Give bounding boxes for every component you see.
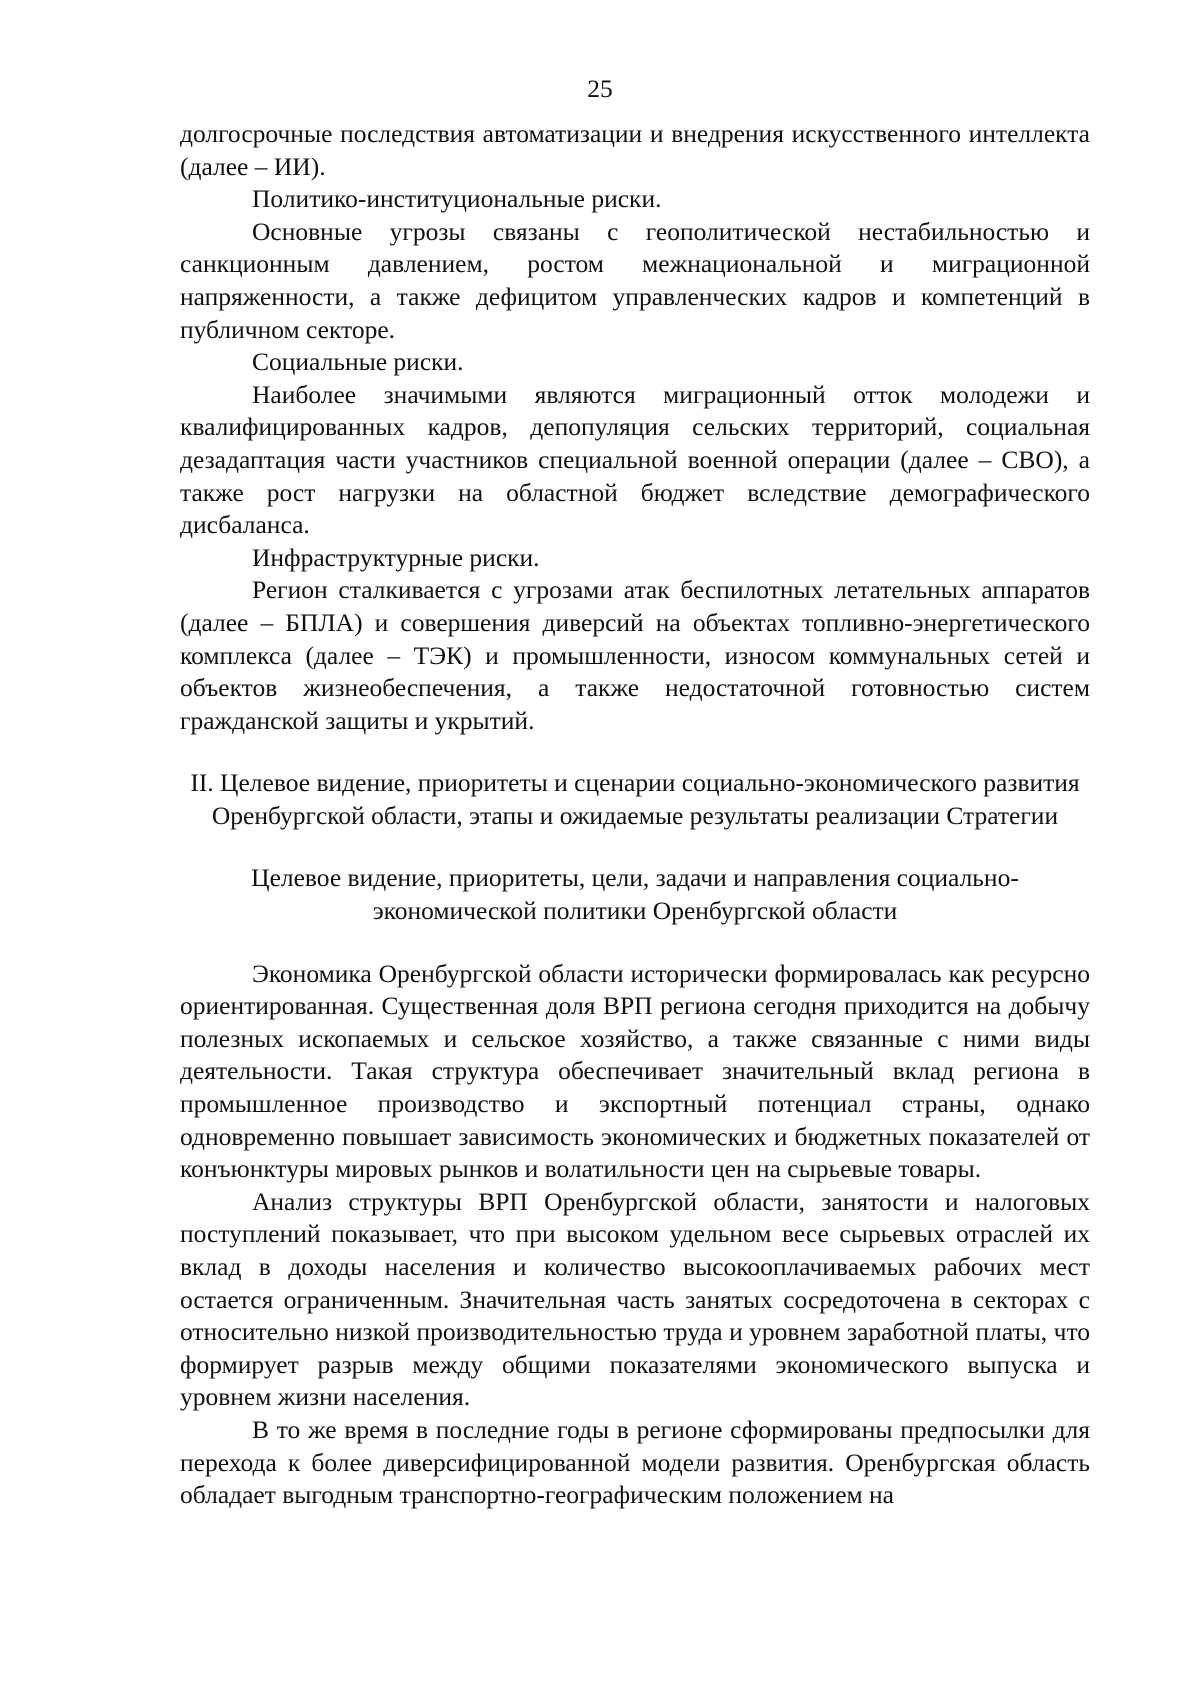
paragraph-economy-structure: Экономика Оренбургской области исторически формировалась как ресурсно ориентированная. Существенная доля ВРП региона сегодня приходится на добычу полезных ископаемых и сельское хозяйство, а также связанные с ними виды деятельности. Такая структура обеспечивает значительный вклад региона в промышленное производство и экспортный потенциал страны, однако одновременно повышает зависимость экономических и бюджетных показателей от конъюнктуры мировых рынков и волатильности цен на сырьевые товары.	[180, 958, 1090, 1184]
paragraph-infrastructure-risks: Регион сталкивается с угрозами атак беспилотных летательных аппаратов (далее – БПЛА) и совершения диверсий на объектах топливно-энергетического комплекса (далее – ТЭК) и промышленности, износом коммунальных сетей и объектов жизнеобеспечения, а также недостаточной готовностью систем гражданской защиты и укрытий.	[180, 575, 1090, 735]
risk-heading-social: Социальные риски.	[252, 347, 464, 377]
paragraph-political-risks: Основные угрозы связаны с геополитической нестабильностью и санкционным давлением, ростом межнациональной и миграционной напряженности, а также дефицитом управленческих кадров и компетенций в публичном секторе.	[180, 216, 1090, 344]
paragraph-ai-consequences: долгосрочные последствия автоматизации и внедрения искусственного интеллекта (далее – ИИ).	[180, 119, 1090, 181]
paragraph-diversification: В то же время в последние годы в регионе сформированы предпосылки для перехода к более диверсифицированной модели развития. Оренбургская область обладает выгодным транспортно-географическим положением на	[180, 1414, 1090, 1510]
page-number: 25	[587, 74, 613, 103]
risk-heading-infrastructure: Инфраструктурные риски.	[252, 542, 540, 572]
paragraph-grp-analysis: Анализ структуры ВРП Оренбургской области, занятости и налоговых поступлений показывает, что при высоком удельном весе сырьевых отраслей их вклад в доходы населения и количество высокооплачиваемых рабочих мест остается ограниченным. Значительная часть занятых сосредоточена в секторах с относительно низкой производительностью труда и уровнем заработной платы, что формирует разрыв между общими показателями экономического выпуска и уровнем жизни населения.	[180, 1186, 1090, 1412]
paragraph-social-risks: Наиболее значимыми являются миграционный отток молодежи и квалифицированных кадров, депопуляция сельских территорий, социальная дезадаптация части участников специальной военной операции (далее – СВО), а также рост нагрузки на областной бюджет вследствие демографического дисбаланса.	[180, 379, 1090, 540]
section-heading: II. Целевое видение, приоритеты и сценарии социально-экономического развития Оренбургской области, этапы и ожидаемые результаты реализации Стратегии	[190, 768, 1080, 830]
subsection-heading: Целевое видение, приоритеты, цели, задачи и направления социально-экономической политики Оренбургской области	[251, 863, 1019, 926]
risk-heading-political: Политико-институциональные риски.	[252, 184, 662, 214]
document-body	[180, 118, 1090, 1512]
